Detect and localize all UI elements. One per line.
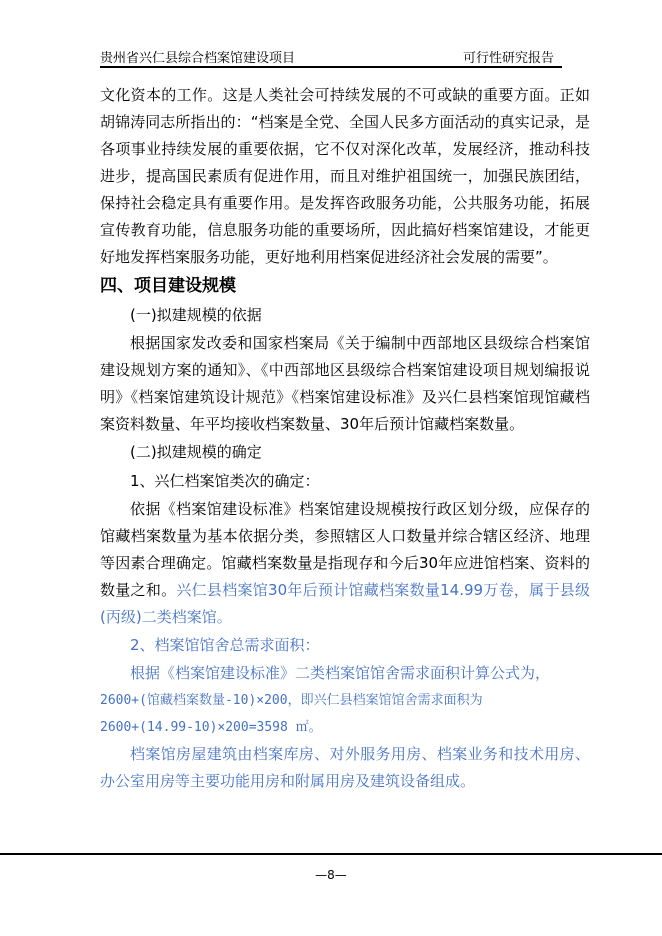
paragraph-category [100, 496, 590, 631]
paragraph-area-formula-intro: 根据《档案馆建设标准》二类档案馆馆舍需求面积计算公式为， [130, 664, 551, 682]
header-doc-type: 可行性研究报告 [462, 51, 554, 66]
paragraph-area-result: 2600+(14.99-10)×200=3598 ㎡。 [100, 720, 322, 735]
section-heading-4: 四、项目建设规模 [100, 276, 236, 296]
category-highlight: 兴仁县档案馆30年后预计馆藏档案数量14.99万卷，属于县级(丙级)二类档案馆。 [100, 581, 590, 626]
footer-divider [0, 853, 662, 855]
subsection-basis: (一)拟建规模的依据 [130, 306, 262, 324]
subsection-category: 1、兴仁档案馆类次的确定： [130, 472, 320, 490]
paragraph-basis: 根据国家发改委和国家档案局《关于编制中西部地区县级综合档案馆建设规划方案的通知》、《中西部地区县级综合档案馆建设项目规划编报说明》《档案馆建筑设计规范》《档案馆建设标准》及兴仁县档案馆现馆藏档案资料数量、年平均接收档案数量、30年后预计馆藏档案数量。 [100, 334, 590, 433]
subsection-area: 2、档案馆馆舍总需求面积： [130, 636, 320, 654]
page-header [100, 44, 562, 68]
page-number: —8— [315, 868, 347, 882]
subsection-determination: (二)拟建规模的确定 [130, 443, 262, 461]
category-text: 依据《档案馆建设标准》档案馆建设规模按行政区划分级，应保存的馆藏档案数量为基本依据分类，参照辖区人口数量并综合辖区经济、地理等因素合理确定。馆藏档案数量是指现存和今后30年应进馆档案、资料的数量之和。 [100, 500, 590, 599]
header-project-title: 贵州省兴仁县综合档案馆建设项目 [100, 51, 296, 66]
document-body [100, 82, 590, 795]
paragraph-building-composition: 档案馆房屋建筑由档案库房、对外服务用房、档案业务和技术用房、办公室用房等主要功能用房和附属用房及建筑设备组成。 [100, 745, 590, 790]
paragraph-intro: 文化资本的工作。这是人类社会可持续发展的不可或缺的重要方面。正如胡锦涛同志所指出的：“档案是全党、全国人民多方面活动的真实记录，是各项事业持续发展的重要依据，它不仅对深化改革，发展经济，推动科技进步，提高国民素质有促进作用，而且对维护祖国统一，加强民族团结，保持社会稳定具有重要作用。是发挥咨政服务功能，公共服务功能，拓展宣传教育功能，信息服务功能的重要场所，因此搞好档案馆建设，才能更好地发挥档案服务功能，更好地利用档案促进经济社会发展的需要”。 [100, 86, 590, 266]
paragraph-area-formula: 2600+(馆藏档案数量-10)×200，即兴仁县档案馆馆舍需求面积为 [100, 693, 483, 708]
